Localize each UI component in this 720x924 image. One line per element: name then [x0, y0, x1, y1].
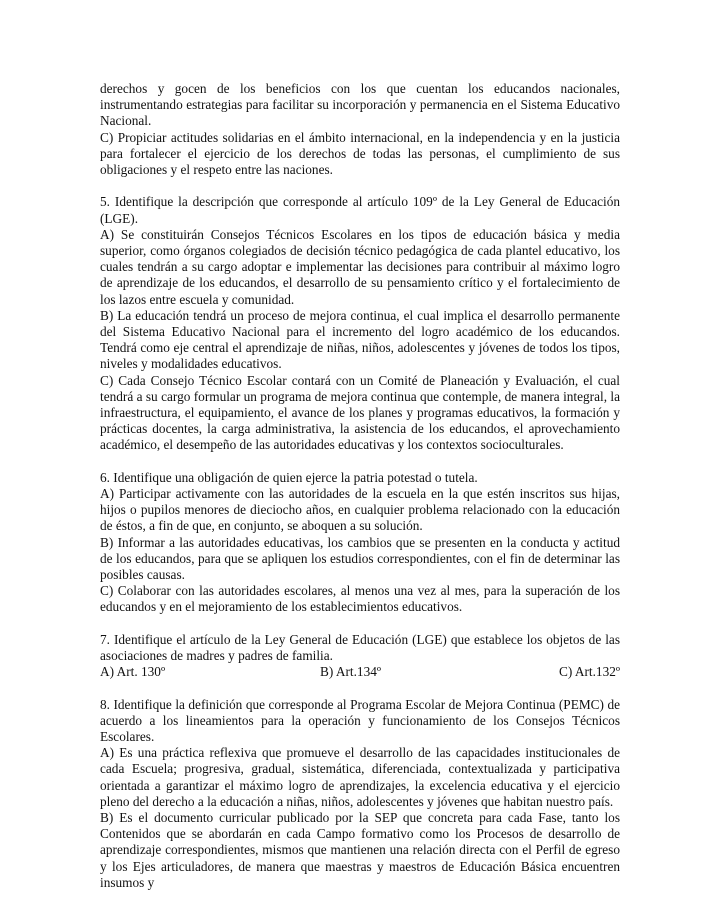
question-5-option-b: B) La educación tendrá un proceso de mejora continua, el cual implica el desarrollo permanente del Sistema Educativo Nacional para el incremento del logro académico de los educandos. Tendrá como eje central el aprendizaje de niñas, niños, adolescentes y jóvenes de todos los tipos, niveles y modalidades educativos. — [100, 307, 620, 372]
question-8-option-b: B) Es el documento curricular publicado por la SEP que concreta para cada Fase, tanto los Contenidos que se abordarán en cada Campo formativo como los Procesos de desarrollo de aprendizaje correspondientes, mismos que mantienen una relación directa con el Perfil de egreso y los Ejes articuladores, de manera que maestras y maestros de Educación Básica encuentren insumos y — [100, 810, 620, 890]
spacer — [100, 616, 620, 632]
question-8-option-a: A) Es una práctica reflexiva que promueve el desarrollo de las capacidades institucionales de cada Escuela; progresiva, gradual, sistemática, diferenciada, contextualizada y participativa orientada a garantizar el máximo logro de aprendizajes, la excelencia educativa y el ejercicio pleno del derecho a la educación a niñas, niños, adolescentes y jóvenes que habitan nuestro país. — [100, 745, 620, 809]
spacer — [100, 680, 620, 696]
question-5-option-a: A) Se constituirán Consejos Técnicos Escolares en los tipos de educación básica y media superior, como órganos colegiados de decisión técnico pedagógica de cada plantel educativo, los cuales tendrán a su cargo adoptar e implementar las decisiones para contribuir al máximo logro de aprendizaje de los educandos, el desarrollo de su pensamiento crítico y el fortalecimiento de los lazos entre escuela y comunidad. — [100, 226, 620, 307]
spacer — [100, 178, 620, 194]
question-6-option-c: C) Colaborar con las autoridades escolares, al menos una vez al mes, para la superación de los educandos y en el mejoramiento de los establecimientos educativos. — [100, 583, 620, 615]
question-6-stem: 6. Identifique una obligación de quien ejerce la patria potestad o tutela. — [100, 469, 478, 485]
spacer — [100, 454, 620, 470]
document-page — [100, 81, 620, 891]
question-7-option-a: A) Art. 130º — [100, 664, 166, 680]
continuation-option-c: C) Propiciar actitudes solidarias en el ámbito internacional, en la independencia y en la justicia para fortalecer el ejercicio de los derechos de todas las personas, el cumplimiento de sus obligaciones y el respeto entre las naciones. — [100, 129, 620, 178]
question-5-stem: 5. Identifique la descripción que corresponde al artículo 109º de la Ley General de Educación (LGE). — [100, 194, 620, 226]
question-6-option-a: A) Participar activamente con las autoridades de la escuela en la que estén inscritos sus hijas, hijos o pupilos menores de dieciocho años, en cualquier problema relacionado con la educación de éstos, a fin de que, en conjunto, se aboquen a su solución. — [100, 486, 620, 534]
question-7-stem: 7. Identifique el artículo de la Ley General de Educación (LGE) que establece los objetos de las asociaciones de madres y padres de familia. — [100, 631, 620, 664]
question-6-option-b: B) Informar a las autoridades educativas, los cambios que se presenten en la conducta y actitud de los educandos, para que se apliquen los estudios correspondientes, con el fin de determinar las posibles causas. — [100, 534, 620, 583]
question-8-stem: 8. Identifique la definición que corresponde al Programa Escolar de Mejora Continua (PEMC) de acuerdo a los lineamientos para la operación y funcionamiento de los Consejos Técnicos Escolares. — [100, 696, 620, 745]
question-5-option-c: C) Cada Consejo Técnico Escolar contará con un Comité de Planeación y Evaluación, el cual tendrá a su cargo formular un programa de mejora continua que contemple, de manera integral, la infraestructura, el equipamiento, el avance de los planes y programas educativos, la formación y prácticas docentes, la carga administrativa, la asistencia de los educandos, el aprovechamiento académico, el desempeño de las autoridades educativas y los contextos socioculturales. — [100, 372, 620, 453]
question-7-options — [100, 664, 620, 680]
question-7-option-c: C) Art.132º — [558, 664, 620, 680]
continuation-paragraph: derechos y gocen de los beneficios con los que cuentan los educandos nacionales, instrumentando estrategias para facilitar su incorporación y permanencia en el Sistema Educativo Nacional. — [100, 81, 620, 129]
question-7-option-b: B) Art.134º — [320, 664, 382, 680]
